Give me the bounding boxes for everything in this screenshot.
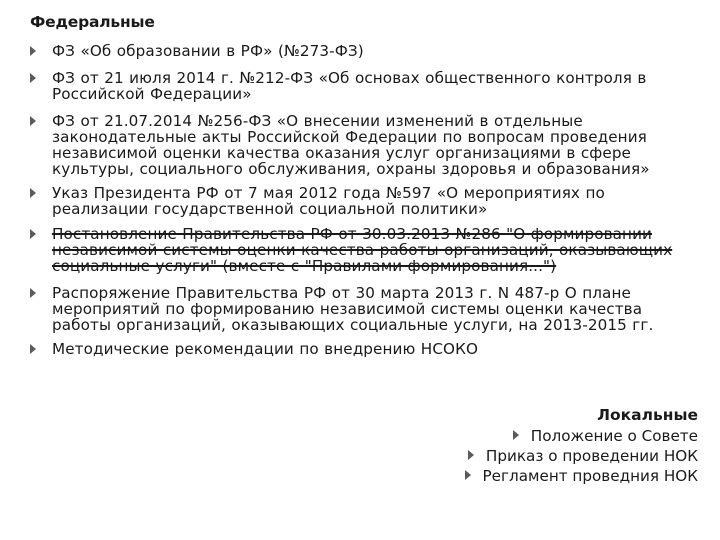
federal-item [28,43,698,59]
federal-item [28,341,698,357]
triangle-bullet-icon [513,430,519,440]
local-item [465,468,698,484]
triangle-bullet-icon [30,73,36,83]
local-item-text: Положение о Совете [530,427,698,445]
triangle-bullet-icon [30,344,36,354]
federal-item-text: Распоряжение Правительства РФ от 30 марта 2013 г. N 487-р О плане мероприятий по формированию независимой системы оценки качества работы организаций, оказывающих социальные услуги, на 2013-2015 гг. [52,284,654,334]
local-item [513,428,698,444]
federal-item-text: ФЗ от 21.07.2014 №256-ФЗ «О внесении изменений в отдельные законодательные акты Российской Федерации по вопросам проведения независимой оценки качества оказания услуг организациями в сфере культуры, социального обслуживания, охраны здоровья и образования» [52,112,650,178]
local-heading: Локальные [597,406,698,424]
federal-item [28,185,698,217]
federal-item [28,113,698,177]
local-item [468,448,698,464]
federal-heading: Федеральные [30,13,155,31]
federal-item [28,70,698,102]
federal-item-struck [28,226,698,274]
federal-item [28,285,698,333]
federal-item-text: ФЗ «Об образовании в РФ» (№273-ФЗ) [52,42,364,60]
triangle-bullet-icon [468,450,474,460]
triangle-bullet-icon [30,229,36,239]
local-item-text: Приказ о проведении НОК [485,447,698,465]
federal-item-text: Методические рекомендации по внедрению НСОКО [52,340,479,358]
federal-item-text: ФЗ от 21 июля 2014 г. №212-ФЗ «Об основах общественного контроля в Российской Федерации» [52,69,647,103]
local-item-text: Регламент проведния НОК [482,467,698,485]
triangle-bullet-icon [30,288,36,298]
triangle-bullet-icon [30,188,36,198]
triangle-bullet-icon [30,46,36,56]
federal-item-text: Постановление Правительства РФ от 30.03.2013 №286 "О формировании независимой системы оценки качества работы организаций, оказывающих социальные услуги" (вместе с "Правилами формирования...") [52,225,673,275]
triangle-bullet-icon [30,116,36,126]
federal-item-text: Указ Президента РФ от 7 мая 2012 года №597 «О мероприятиях по реализации государственной социальной политики» [52,184,605,218]
triangle-bullet-icon [465,470,471,480]
